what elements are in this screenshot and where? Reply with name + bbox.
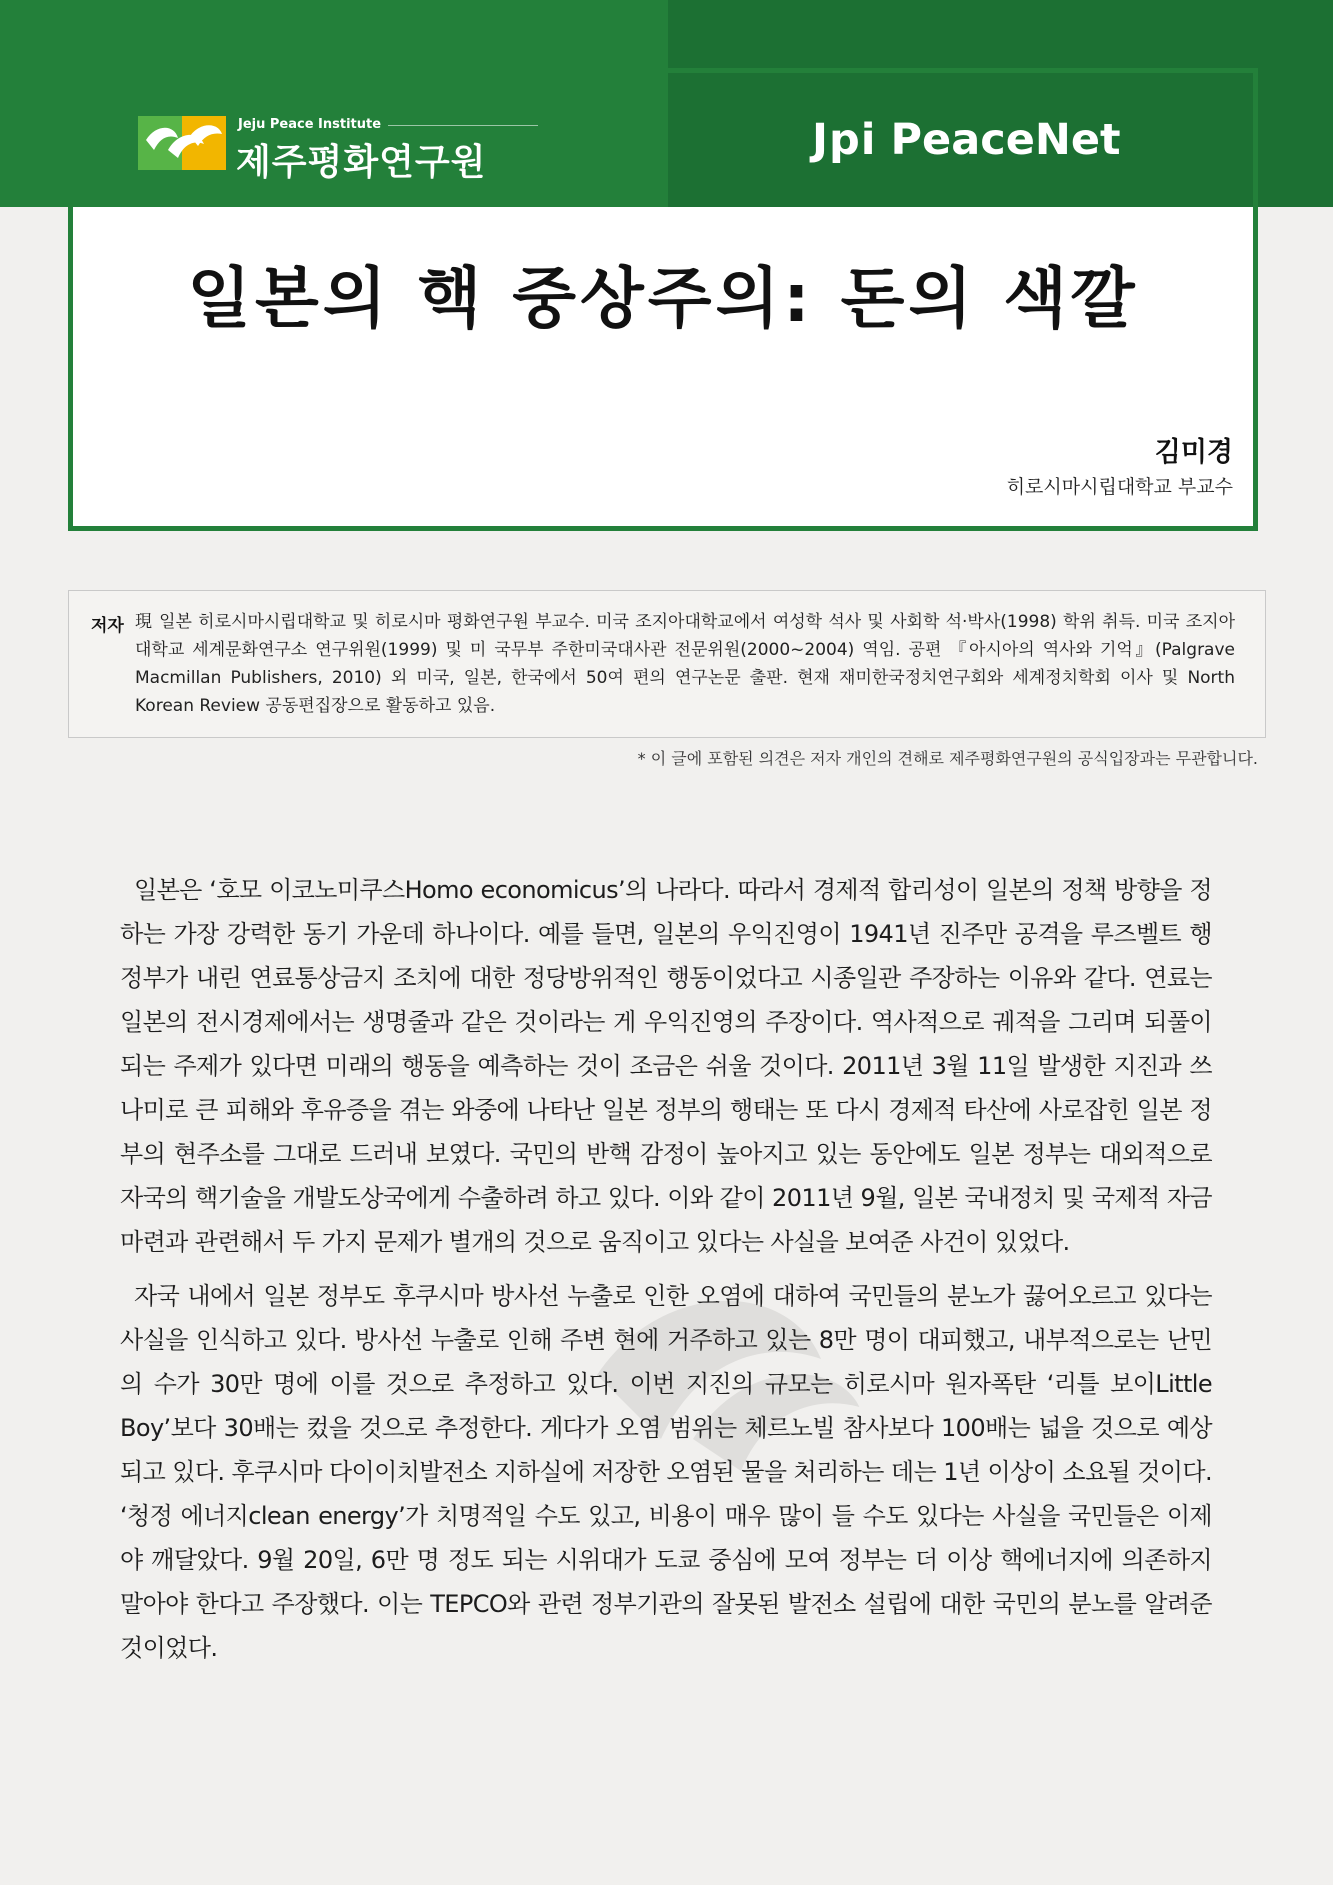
article-title: 일본의 핵 중상주의: 돈의 색깔 [187, 260, 1139, 337]
body-paragraph-1: 일본은 ‘호모 이코노미쿠스Homo economicus’의 나라다. 따라서 경제적 합리성이 일본의 정책 방향을 정하는 가장 강력한 동기 가운데 하나이다. 예를 들면, 일본의 우익진영이 1941년 진주만 공격을 루즈벨트 행정부가 내린 연료통상금지 조치에 대한 정당방위적인 행동이었다고 시종일관 주장하는 이유와 같다. 연료는 일본의 전시경제에서는 생명줄과 같은 것이라는 게 우익진영의 주장이다. 역사적으로 궤적을 그리며 되풀이되는 주제가 있다면 미래의 행동을 예측하는 것이 조금은 쉬울 것이다. 2011년 3월 11일 발생한 지진과 쓰나미로 큰 피해와 후유증을 겪는 와중에 나타난 일본 정부의 행태는 또 다시 경제적 타산에 사로잡힌 일본 정부의 현주소를 그대로 드러내 보였다. 국민의 반핵 감정이 높아지고 있는 동안에도 일본 정부는 대외적으로 자국의 핵기술을 개발도상국에게 수출하려 하고 있다. 이와 같이 2011년 9월, 일본 국내정치 및 국제적 자금 마련과 관련해서 두 가지 문제가 별개의 것으로 움직이고 있다는 사실을 보여준 사건이 있었다. [120, 876, 1212, 1256]
jeju-peace-institute-logo [138, 108, 558, 183]
jpi-peacenet-logo [812, 115, 1121, 165]
institute-name-ko: 제주평화연구원 [236, 142, 487, 183]
author-affiliation: 히로시마시립대학교 부교수 [1006, 476, 1233, 498]
article-body [120, 868, 1212, 1680]
body-paragraph-2: 자국 내에서 일본 정부도 후쿠시마 방사선 누출로 인한 오염에 대하여 국민들의 분노가 끓어오르고 있다는 사실을 인식하고 있다. 방사선 누출로 인해 주변 현에 거주하고 있는 8만 명이 대피했고, 내부적으로는 난민의 수가 30만 명에 이를 것으로 추정하고 있다. 이번 지진의 규모는 히로시마 원자폭탄 ‘리틀 보이Little Boy’보다 30배는 컸을 것으로 추정한다. 게다가 오염 범위는 체르노빌 참사보다 100배는 넓을 것으로 예상되고 있다. 후쿠시마 다이이치발전소 지하실에 저장한 오염된 물을 처리하는 데는 1년 이상이 소요될 것이다. ‘청정 에너지clean energy’가 치명적일 수도 있고, 비용이 매우 많이 들 수도 있다는 사실을 국민들은 이제야 깨달았다. 9월 20일, 6만 명 정도 되는 시위대가 도쿄 중심에 모여 정부는 더 이상 핵에너지에 의존하지 말아야 한다고 주장했다. 이는 TEPCO와 관련 정부기관의 잘못된 발전소 설립에 대한 국민의 분노를 알려준 것이었다. [120, 1282, 1212, 1662]
author-bio-box [68, 590, 1266, 738]
disclaimer-note: * 이 글에 포함된 의견은 저자 개인의 견해로 제주평화연구원의 공식입장과는 무관합니다. [637, 749, 1258, 768]
author-name: 김미경 [1154, 437, 1233, 468]
logo-divider [388, 125, 538, 126]
institute-name-en: Jeju Peace Institute [238, 117, 382, 132]
peace-birds-icon [138, 110, 226, 174]
bio-label: 저자 [91, 616, 124, 636]
peacenet-text: PeaceNet [890, 115, 1121, 165]
bio-text: 現 일본 히로시마시립대학교 및 히로시마 평화연구원 부교수. 미국 조지아대학교에서 여성학 석사 및 사회학 석·박사(1998) 학위 취득. 미국 조지아대학교 세계문화연구소 연구위원(1999) 및 미 국무부 주한미국대사관 전문위원(2000~2004) 역임. 공편 『아시아의 역사와 기억』(Palgrave Macmillan Publishers, 2010) 외 미국, 일본, 한국에서 50여 편의 연구논문 출판. 현재 재미한국정치연구회와 세계정치학회 이사 및 North Korean Review 공동편집장으로 활동하고 있음. [135, 612, 1235, 716]
jpi-mark: Jpi [812, 115, 877, 165]
